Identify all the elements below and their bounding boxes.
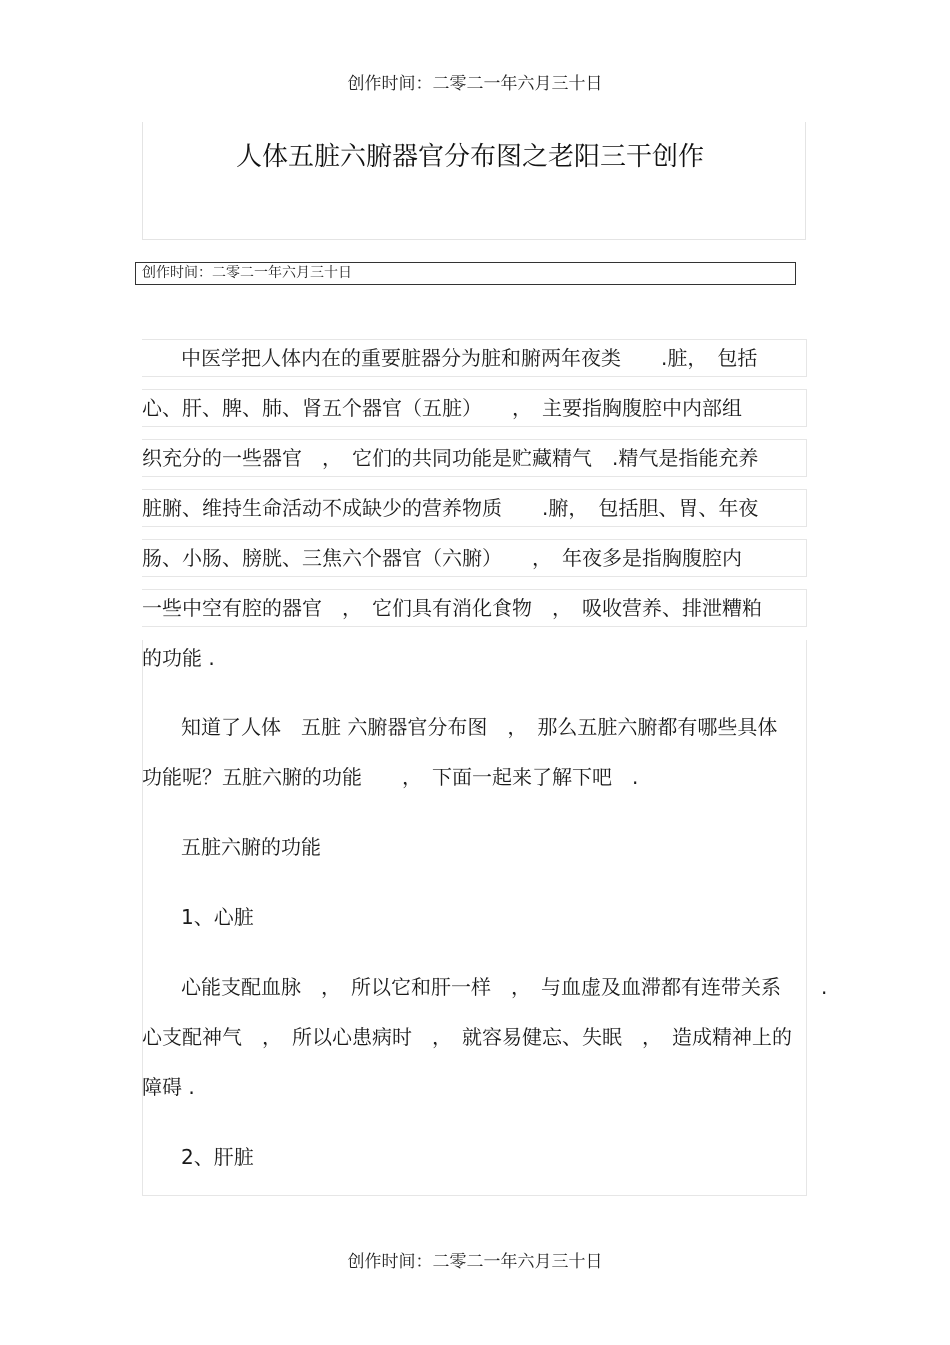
para3-line: 障碍 .: [142, 1075, 195, 1099]
section-title-heart: 1、心脏: [181, 905, 254, 929]
para1-line: 织充分的一些器官 ， 它们的共同功能是贮藏精气 .精气是指能充养: [142, 446, 759, 470]
document-title: 人体五脏六腑器官分布图之老阳三干创作: [235, 142, 704, 172]
para2-line: 功能呢？五脏六腑的功能 ， 下面一起来了解下吧 .: [142, 765, 639, 789]
para3-line: 心能支配血脉 ， 所以它和肝一样 ， 与血虚及血滞都有连带关系 .: [181, 975, 828, 999]
section-title-liver: 2、肝脏: [181, 1145, 254, 1169]
header-creation-time: 创作时间：二零二一年六月三十日: [347, 74, 603, 94]
para1-line: 中医学把人体内在的重要脏器分为脏和腑两年夜类 .脏， 包括: [181, 346, 758, 370]
para1-line: 脏腑、维持生命活动不成缺少的营养物质 .腑， 包括胆、胃、年夜: [142, 496, 759, 520]
para1-line: 肠、小肠、膀胱、三焦六个器官（六腑） ， 年夜多是指胸腹腔内: [142, 546, 742, 570]
para1-line: 的功能 .: [142, 646, 215, 670]
creation-time-box: 创作时间：二零二一年六月三十日: [135, 262, 796, 285]
para3-line: 心支配神气 ， 所以心患病时 ， 就容易健忘、失眠 ， 造成精神上的: [142, 1025, 792, 1049]
para1-line: 一些中空有腔的器官 ， 它们具有消化食物 ， 吸收营养、排泄糟粕: [142, 596, 762, 620]
para2-line: 知道了人体 五脏 六腑器官分布图 ， 那么五脏六腑都有哪些具体: [181, 715, 778, 739]
section-heading: 五脏六腑的功能: [181, 835, 321, 859]
footer-creation-time: 创作时间：二零二一年六月三十日: [347, 1252, 603, 1272]
para1-line: 心、肝、脾、肺、肾五个器官（五脏） ， 主要指胸腹腔中内部组: [142, 396, 742, 420]
